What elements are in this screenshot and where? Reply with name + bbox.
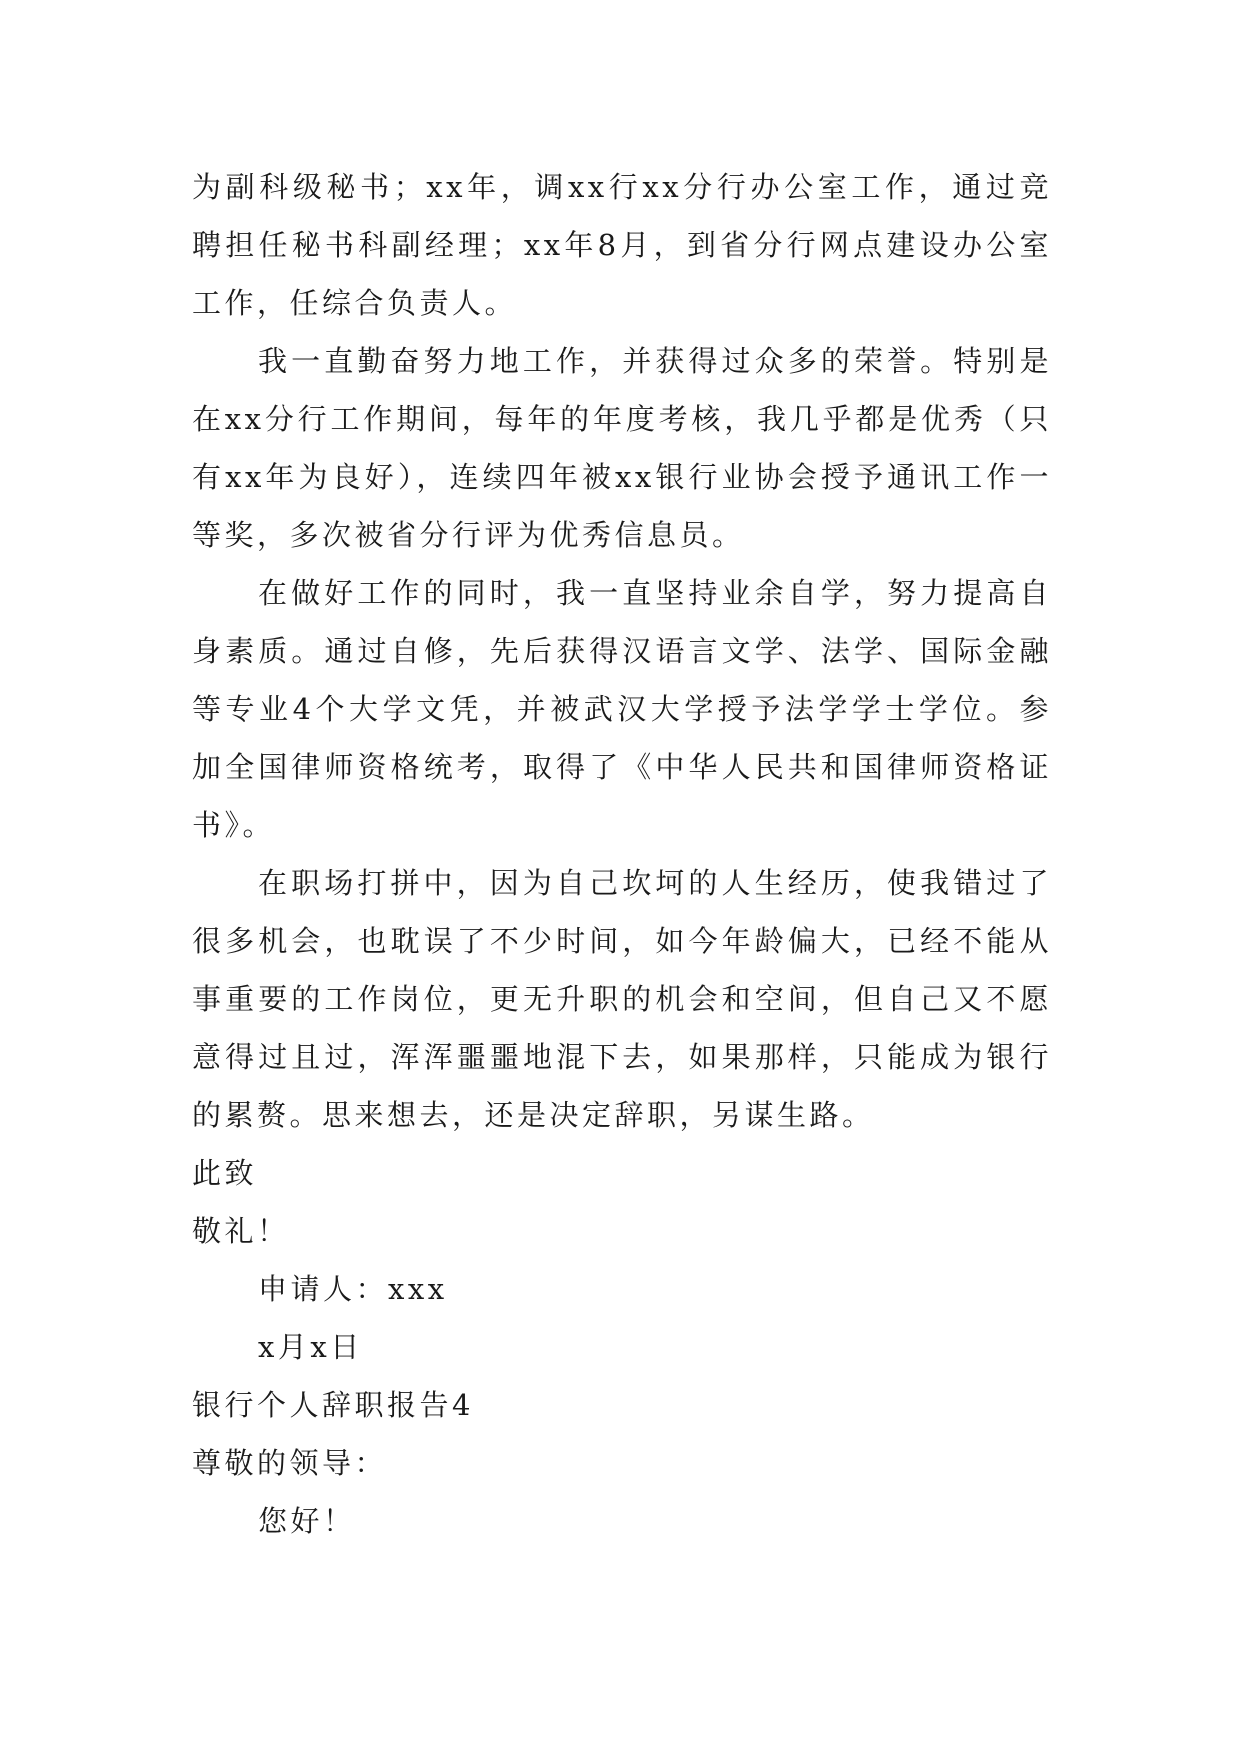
signature-line: 申请人：xxx [258,1272,448,1306]
paragraph-career-history: 为副科级秘书；xx年，调xx行xx分行办公室工作，通过竞聘担任秘书科副经理；xx年8月，到省分行网点建设办公室工作，任综合负责人。 [192,170,1052,320]
closing-line-1: 此致 [192,1156,258,1190]
paragraph-self-study: 在做好工作的同时，我一直坚持业余自学，努力提高自身素质。通过自修，先后获得汉语言文学、法学、国际金融等专业4个大学文凭，并被武汉大学授予法学学士学位。参加全国律师资格统考，取得了《中华人民共和国律师资格证书》。 [192,576,1052,842]
closing-line-2: 敬礼！ [192,1214,290,1248]
greeting-line: 您好！ [258,1504,356,1538]
section-heading: 银行个人辞职报告4 [192,1388,474,1422]
paragraph-resignation-reason: 在职场打拼中，因为自己坎坷的人生经历，使我错过了很多机会，也耽误了不少时间，如今年龄偏大，已经不能从事重要的工作岗位，更无升职的机会和空间，但自己又不愿意得过且过，浑浑噩噩地混下去，如果那样，只能成为银行的累赘。思来想去，还是决定辞职，另谋生路。 [192,866,1052,1132]
date-line: x月x日 [258,1330,363,1364]
letter-body [192,158,1052,1550]
salutation-line: 尊敬的领导： [192,1446,388,1480]
paragraph-honors: 我一直勤奋努力地工作，并获得过众多的荣誉。特别是在xx分行工作期间，每年的年度考核，我几乎都是优秀（只有xx年为良好），连续四年被xx银行业协会授予通讯工作一等奖，多次被省分行评为优秀信息员。 [192,344,1052,552]
